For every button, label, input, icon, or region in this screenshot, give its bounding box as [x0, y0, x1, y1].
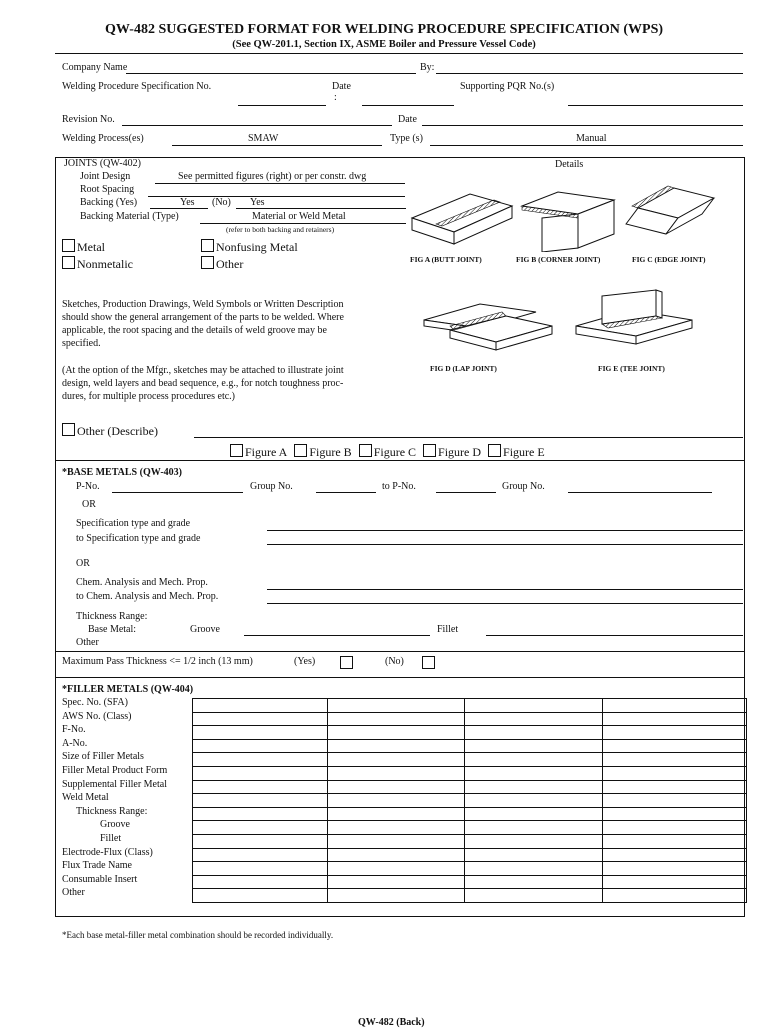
sketch-paragraph-line-3: applicable, the root spacing and the details of weld groove may be [62, 325, 327, 336]
footer-page-label: QW-482 (Back) [358, 1017, 425, 1028]
filler-cell[interactable] [603, 712, 747, 726]
figure-e-label: Figure E [503, 445, 545, 459]
other-describe-checkbox[interactable] [62, 423, 75, 436]
figure-d-option[interactable] [423, 445, 481, 459]
nonfusing-label: Nonfusing Metal [216, 240, 298, 254]
table-row [193, 780, 747, 794]
other-describe-label: Other (Describe) [77, 424, 158, 438]
chem-field[interactable] [267, 589, 743, 590]
joint-design-value: See permitted figures (right) or per constr. dwg [178, 171, 367, 182]
filler-cell[interactable] [193, 875, 328, 889]
butt-joint-illustration [408, 182, 518, 252]
filler-cell[interactable] [603, 875, 747, 889]
welding-process-field[interactable] [172, 145, 382, 146]
supporting-pqr-label: Supporting PQR No.(s) [460, 81, 555, 92]
filler-row-label: Spec. No. (SFA) [62, 697, 128, 708]
wps-no-field[interactable] [238, 105, 326, 106]
backing-no-field[interactable] [236, 208, 406, 209]
filler-cell[interactable] [193, 807, 328, 821]
p-no-field[interactable] [112, 492, 243, 493]
filler-row-label: Thickness Range: [76, 805, 148, 817]
to-chem-field[interactable] [267, 603, 743, 604]
joint-design-field[interactable] [155, 183, 405, 184]
max-pass-yes-label: (Yes) [294, 656, 316, 667]
figure-c-option[interactable] [359, 445, 416, 459]
filler-cell[interactable] [328, 794, 465, 808]
filler-cell[interactable] [465, 753, 603, 767]
option-paragraph-line-1: (At the option of the Mfgr., sketches may be attached to illustrate joint [62, 365, 344, 376]
filler-cell[interactable] [603, 739, 747, 753]
filler-cell[interactable] [328, 699, 465, 713]
table-row [193, 794, 747, 808]
figure-b-checkbox[interactable] [294, 444, 307, 457]
lap-joint-illustration [420, 294, 556, 356]
filler-cell[interactable] [328, 766, 465, 780]
filler-row-label: Filler Metal Product Form [62, 765, 168, 776]
filler-row-label: F-No. [62, 724, 86, 736]
filler-cell[interactable] [328, 780, 465, 794]
supporting-pqr-field[interactable] [568, 105, 743, 106]
filler-cell[interactable] [193, 699, 328, 713]
root-spacing-label: Root Spacing [80, 184, 135, 195]
filler-cell[interactable] [603, 794, 747, 808]
welding-process-value: SMAW [248, 133, 279, 144]
to-p-no-label: to P-No. [382, 481, 416, 492]
company-name-label: Company Name [62, 62, 128, 73]
filler-cell[interactable] [328, 712, 465, 726]
filler-cell[interactable] [193, 753, 328, 767]
filler-row-label: Size of Filler Metals [62, 751, 144, 763]
type-label: Type (s) [390, 133, 423, 144]
form-subtitle: (See QW-201.1, Section IX, ASME Boiler and Pressure Vessel Code) [232, 39, 536, 50]
revision-no-field[interactable] [122, 125, 392, 126]
table-row [193, 712, 747, 726]
figure-e-checkbox[interactable] [488, 444, 501, 457]
groove-field[interactable] [244, 635, 430, 636]
type-field[interactable] [430, 145, 743, 146]
date2-label: Date [398, 114, 417, 125]
table-row [193, 875, 747, 889]
joint-design-label: Joint Design [80, 171, 131, 182]
chem-label: Chem. Analysis and Mech. Prop. [76, 577, 208, 588]
filler-cell[interactable] [328, 753, 465, 767]
to-p-no-field[interactable] [436, 492, 496, 493]
nonmetallic-checkbox[interactable] [62, 256, 75, 269]
filler-cell[interactable] [328, 739, 465, 753]
filler-cell[interactable] [328, 807, 465, 821]
filler-cell[interactable] [603, 848, 747, 862]
tee-joint-illustration [572, 288, 696, 358]
filler-row-label: Electrode-Flux (Class) [62, 846, 153, 858]
base-other-label: Other [76, 637, 99, 648]
filler-cell[interactable] [328, 726, 465, 740]
welding-process-label: Welding Process(es) [62, 133, 144, 144]
figure-e-option[interactable] [488, 445, 545, 459]
figure-checkbox-row [230, 444, 545, 460]
group-no2-field[interactable] [568, 492, 712, 493]
or-label-2: OR [76, 558, 90, 569]
company-name-field[interactable] [126, 73, 416, 74]
filler-cell[interactable] [465, 862, 603, 876]
backing-no-label: (No) [212, 197, 231, 208]
table-row [193, 807, 747, 821]
filler-cell[interactable] [603, 807, 747, 821]
filler-cell[interactable] [603, 699, 747, 713]
filler-row-label: A-No. [62, 737, 88, 749]
p-no-label: P-No. [76, 481, 100, 492]
filler-cell[interactable] [193, 862, 328, 876]
filler-cell[interactable] [603, 834, 747, 848]
filler-cell[interactable] [603, 726, 747, 740]
sketch-paragraph-line-1: Sketches, Production Drawings, Weld Symbols or Written Description [62, 299, 344, 310]
filler-row-label: Weld Metal [62, 792, 109, 804]
filler-cell[interactable] [603, 862, 747, 876]
nonfusing-checkbox[interactable] [201, 239, 214, 252]
by-field[interactable] [436, 73, 743, 74]
by-label: By: [420, 62, 435, 73]
date-field[interactable] [362, 105, 454, 106]
fig-c-caption: FIG C (EDGE JOINT) [632, 255, 706, 264]
option-paragraph-line-2: design, weld layers and bead sequence, e.g., for notch toughness proc- [62, 378, 344, 389]
table-row [193, 862, 747, 876]
filler-cell[interactable] [603, 889, 747, 903]
filler-row-label: Supplemental Filler Metal [62, 778, 167, 790]
filler-cell[interactable] [465, 794, 603, 808]
to-spec-type-field[interactable] [267, 544, 743, 545]
filler-cell[interactable] [465, 848, 603, 862]
table-row [193, 739, 747, 753]
metal-label: Metal [77, 240, 105, 254]
base-metals-heading: *BASE METALS (QW-403) [62, 467, 183, 478]
fig-d-caption: FIG D (LAP JOINT) [430, 364, 497, 373]
backing-label: Backing (Yes) [80, 197, 138, 208]
backing-yes-field[interactable] [150, 208, 208, 209]
filler-cell[interactable] [603, 821, 747, 835]
other-describe-field[interactable] [194, 437, 743, 438]
joints-heading: JOINTS (QW-402) [64, 158, 141, 169]
group-no-field[interactable] [316, 492, 376, 493]
filler-cell[interactable] [328, 848, 465, 862]
figure-b-option[interactable] [294, 445, 351, 459]
header-rule [55, 53, 743, 54]
or-label-1: OR [82, 499, 96, 510]
corner-joint-illustration [518, 178, 618, 252]
filler-cell[interactable] [193, 821, 328, 835]
filler-cell[interactable] [193, 834, 328, 848]
filler-cell[interactable] [193, 726, 328, 740]
groove-label: Groove [190, 624, 220, 635]
fig-e-caption: FIG E (TEE JOINT) [598, 364, 665, 373]
other-label: Other [216, 257, 244, 271]
sketch-paragraph-line-4: specified. [62, 338, 101, 349]
edge-joint-illustration [622, 176, 722, 250]
group-no-label: Group No. [250, 481, 293, 492]
filler-cell[interactable] [193, 780, 328, 794]
filler-cell[interactable] [603, 766, 747, 780]
backing-material-field[interactable] [200, 223, 406, 224]
to-spec-type-label: to Specification type and grade [76, 533, 201, 544]
backing-yes-value: Yes [180, 197, 195, 208]
form-title: QW-482 SUGGESTED FORMAT FOR WELDING PROCEDURE SPECIFICATION (WPS) [104, 22, 664, 37]
filler-cell[interactable] [465, 712, 603, 726]
date-label: Date [332, 81, 351, 92]
figure-c-checkbox[interactable] [359, 444, 372, 457]
filler-cell[interactable] [465, 834, 603, 848]
base-metals-bottom-rule [55, 677, 744, 678]
filler-cell[interactable] [328, 889, 465, 903]
filler-cell[interactable] [465, 821, 603, 835]
filler-cell[interactable] [193, 739, 328, 753]
filler-cell[interactable] [193, 794, 328, 808]
joints-bottom-rule [55, 460, 744, 461]
figure-a-option[interactable] [230, 445, 287, 459]
filler-cell[interactable] [193, 766, 328, 780]
table-row [193, 766, 747, 780]
date-colon: : [334, 92, 337, 103]
group-no2-label: Group No. [502, 481, 545, 492]
figure-d-label: Figure D [438, 445, 482, 459]
metal-checkbox-row[interactable] [62, 239, 105, 255]
fig-a-caption: FIG A (BUTT JOINT) [410, 255, 482, 264]
filler-cell[interactable] [465, 889, 603, 903]
nonmetallic-checkbox-row[interactable] [62, 256, 133, 272]
nonmetallic-label: Nonmetalic [77, 257, 133, 271]
filler-cell[interactable] [328, 834, 465, 848]
max-pass-label: Maximum Pass Thickness <= 1/2 inch (13 mm) [62, 656, 253, 667]
base-metals-mid-rule [55, 651, 744, 652]
filler-row-label: Consumable Insert [62, 873, 138, 885]
spec-type-field[interactable] [267, 530, 743, 531]
revision-no-label: Revision No. [62, 114, 115, 125]
fillet-label: Fillet [437, 624, 459, 635]
filler-row-label: Groove [100, 819, 130, 831]
filler-cell[interactable] [465, 739, 603, 753]
filler-cell[interactable] [465, 807, 603, 821]
date2-field[interactable] [422, 125, 743, 126]
table-row [193, 726, 747, 740]
table-row [193, 848, 747, 862]
filler-metals-grid [192, 698, 747, 903]
filler-metals-heading: *FILLER METALS (QW-404) [62, 684, 194, 695]
footnote: *Each base metal-filler metal combination should be recorded individually. [62, 930, 334, 940]
filler-cell[interactable] [603, 780, 747, 794]
figure-a-checkbox[interactable] [230, 444, 243, 457]
option-paragraph-line-3: dures, for multiple process procedures etc.) [62, 391, 235, 402]
filler-cell[interactable] [328, 821, 465, 835]
filler-cell[interactable] [465, 780, 603, 794]
sketch-paragraph-line-2: should show the general arrangement of the parts to be welded. Where [62, 312, 344, 323]
filler-cell[interactable] [465, 699, 603, 713]
spec-type-label: Specification type and grade [76, 518, 191, 529]
fig-b-caption: FIG B (CORNER JOINT) [516, 255, 601, 264]
figure-c-label: Figure C [373, 445, 417, 459]
nonfusing-checkbox-row[interactable] [201, 239, 298, 255]
table-row [193, 821, 747, 835]
filler-cell[interactable] [465, 726, 603, 740]
filler-cell[interactable] [328, 862, 465, 876]
filler-cell[interactable] [193, 848, 328, 862]
wps-no-label: Welding Procedure Specification No. [62, 81, 212, 92]
figure-a-label: Figure A [245, 445, 288, 459]
filler-cell[interactable] [603, 753, 747, 767]
filler-cell[interactable] [193, 712, 328, 726]
filler-cell[interactable] [193, 889, 328, 903]
filler-cell[interactable] [465, 875, 603, 889]
to-chem-label: to Chem. Analysis and Mech. Prop. [76, 591, 219, 602]
filler-row-label: Other [62, 887, 85, 899]
table-row [193, 753, 747, 767]
filler-cell[interactable] [328, 875, 465, 889]
table-row [193, 699, 747, 713]
figure-d-checkbox[interactable] [423, 444, 436, 457]
backing-material-label: Backing Material (Type) [80, 211, 179, 222]
max-pass-yes-checkbox[interactable] [340, 655, 355, 673]
filler-cell[interactable] [465, 766, 603, 780]
type-value: Manual [576, 133, 607, 144]
filler-row-label: Fillet [100, 833, 122, 844]
figure-b-label: Figure B [309, 445, 352, 459]
details-label: Details [555, 159, 584, 170]
backing-no-value: Yes [250, 197, 265, 208]
max-pass-no-label: (No) [385, 656, 404, 667]
backing-material-value: Material or Weld Metal [252, 211, 346, 222]
other-checkbox[interactable] [201, 256, 214, 269]
other-checkbox-row[interactable] [201, 256, 243, 272]
filler-row-label: AWS No. (Class) [62, 710, 132, 722]
base-metal-label: Base Metal: [88, 624, 137, 635]
refer-note: (refer to both backing and retainers) [226, 225, 335, 234]
max-pass-no-checkbox[interactable] [422, 655, 437, 673]
filler-row-label: Flux Trade Name [62, 860, 132, 872]
thickness-range-label: Thickness Range: [76, 611, 148, 622]
table-row [193, 889, 747, 903]
table-row [193, 834, 747, 848]
fillet-field[interactable] [486, 635, 743, 636]
other-describe-row[interactable] [62, 423, 158, 439]
metal-checkbox[interactable] [62, 239, 75, 252]
